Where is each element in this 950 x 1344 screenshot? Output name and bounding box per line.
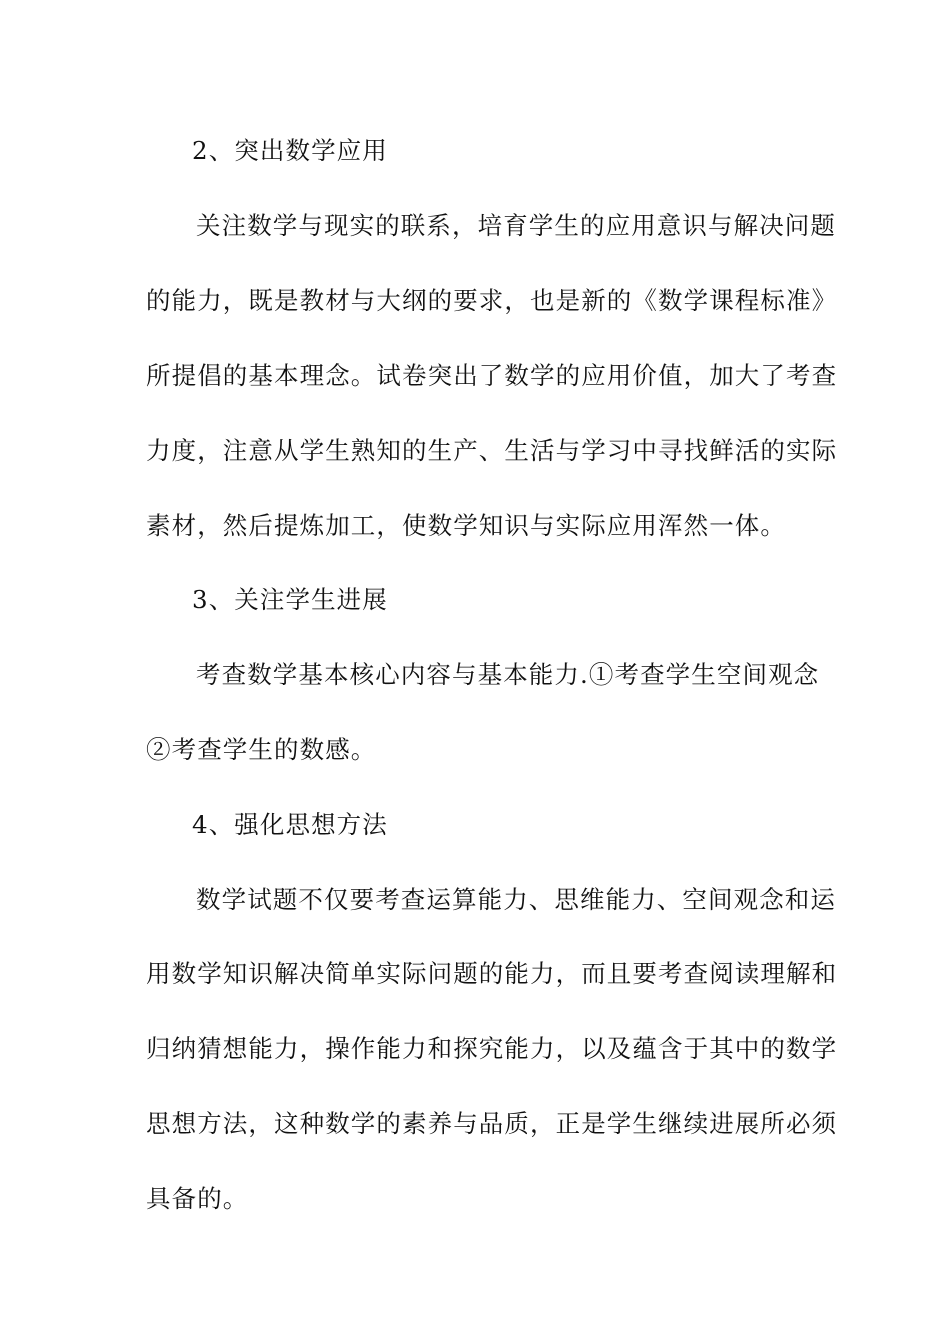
- paragraph-line: 思想方法，这种数学的素养与品质，正是学生继续进展所必须: [146, 1109, 838, 1138]
- paragraph-line: 所提倡的基本理念。试卷突出了数学的应用价值，加大了考查: [146, 361, 838, 390]
- paragraph-line: 力度，注意从学生熟知的生产、生活与学习中寻找鲜活的实际: [146, 436, 838, 465]
- section-heading-4: 4、强化思想方法: [192, 810, 388, 839]
- paragraph-line: 具备的。: [146, 1184, 249, 1213]
- section-heading-3: 3、关注学生进展: [192, 585, 388, 614]
- paragraph-line: 关注数学与现实的联系，培育学生的应用意识与解决问题: [196, 211, 836, 240]
- paragraph-line: 用数学知识解决简单实际问题的能力，而且要考查阅读理解和: [146, 959, 838, 988]
- section-heading-2: 2、突出数学应用: [192, 136, 388, 165]
- paragraph-line: 考查数学基本核心内容与基本能力.①考查学生空间观念: [196, 660, 820, 689]
- paragraph-line: 的能力，既是教材与大纲的要求，也是新的《数学课程标准》: [146, 286, 838, 315]
- paragraph-line: ②考查学生的数感。: [146, 735, 377, 764]
- paragraph-line: 数学试题不仅要考查运算能力、思维能力、空间观念和运: [196, 885, 836, 914]
- paragraph-line: 素材，然后提炼加工，使数学知识与实际应用浑然一体。: [146, 511, 786, 540]
- paragraph-line: 归纳猜想能力，操作能力和探究能力，以及蕴含于其中的数学: [146, 1034, 838, 1063]
